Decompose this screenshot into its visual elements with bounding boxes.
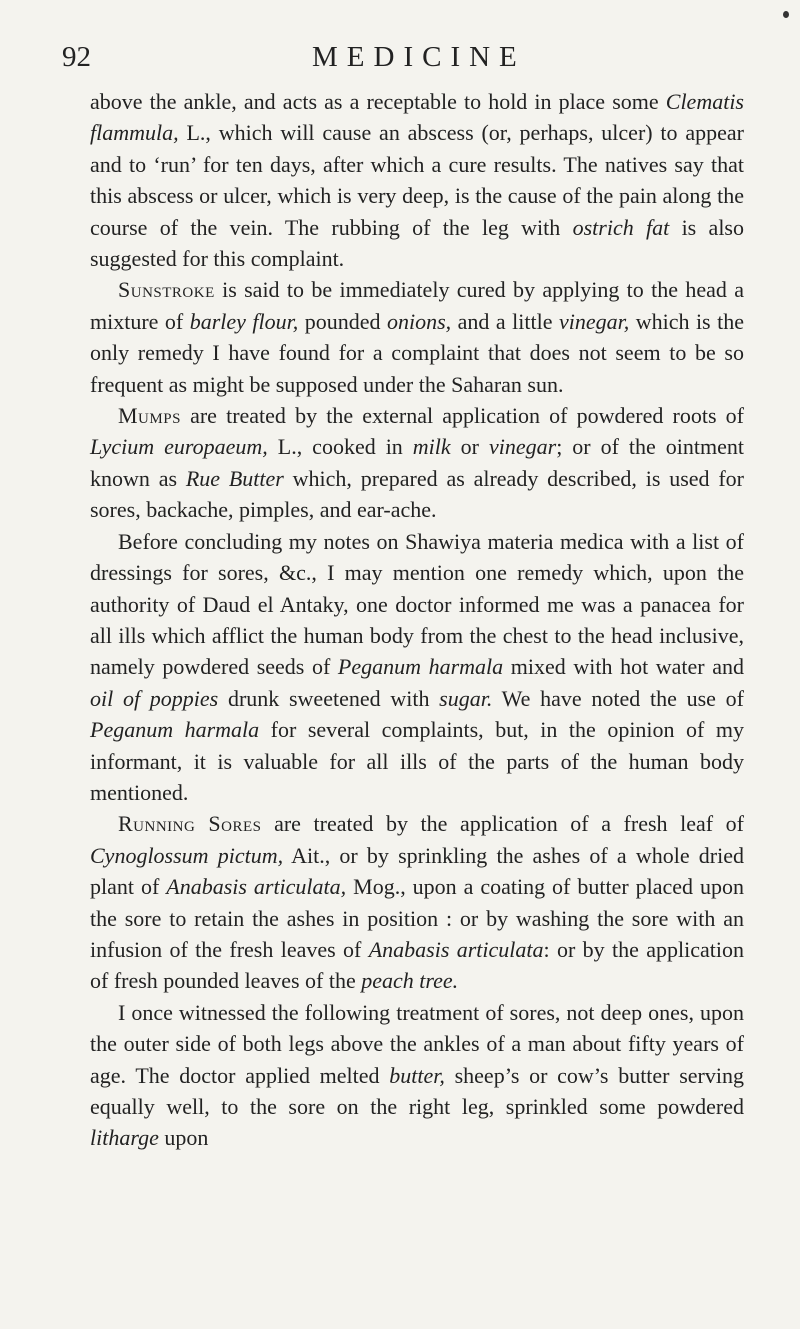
ingredient-name: vinegar,	[558, 308, 630, 334]
species-name: Clematis flammula,	[90, 89, 744, 146]
paragraph-running-sores: Running Sores are treated by the application of a fresh leaf of Cynoglossum pictum, Ait., or by sprinkling the ashes of a whole dried plant of Anabasis articulata, Mog., upon a coating of butter placed upon the sore to retain the ashes in position : or by washing the sore with an infusion of the fresh leaves of Anabasis articulata: or by the application of fresh pounded leaves of the peach tree.	[90, 811, 745, 994]
page-mark-dot	[783, 11, 789, 18]
page-header	[0, 37, 800, 77]
ingredient-name: barley flour,	[189, 308, 299, 334]
species-name: Cynoglossum pictum,	[90, 842, 284, 868]
ingredient-name: vinegar	[489, 434, 557, 460]
species-name: Lycium europaeum,	[90, 434, 268, 460]
ingredient-name: peach tree.	[361, 968, 459, 994]
ingredient-name: litharge	[90, 1125, 159, 1151]
paragraph-sunstroke: Sunstroke is said to be immediately cured by applying to the head a mixture of barley flour, pounded onions, and a little vinegar, which is the only remedy I have found for a complaint that does not seem to be so frequent as might be supposed under the Saharan sun.	[90, 277, 744, 397]
ingredient-name: sugar.	[439, 685, 493, 711]
body-text	[90, 86, 744, 1154]
species-name: Peganum harmala	[90, 717, 260, 743]
paragraph-abscess-remedy: above the ankle, and acts as a receptable to hold in place some Clematis flammula, L., which will cause an abscess (or, perhaps, ulcer) to appear and to ‘run’ for ten days, after which a cure results. The natives say that this abscess or ulcer, which is very deep, is the cause of the pain along the course of the vein. The rubbing of the leg with ostrich fat is also suggested for this complaint.	[90, 89, 744, 272]
page-number: 92	[62, 41, 91, 73]
ingredient-name: ostrich fat	[572, 214, 670, 240]
section-heading-mumps: Mumps	[118, 403, 181, 429]
ointment-name: Rue Butter	[185, 465, 284, 491]
running-head: MEDICINE	[312, 41, 526, 73]
ingredient-name: onions,	[386, 308, 452, 334]
species-name: Anabasis articulata	[368, 936, 544, 962]
ingredient-name: butter,	[389, 1062, 445, 1088]
paragraph-mumps: Mumps are treated by the external application of powdered roots of Lycium europaeum, L., cooked in milk or vinegar; or of the ointment known as Rue Butter which, prepared as already described, is used for sores, backache, pimples, and ear-ache.	[90, 403, 745, 523]
paragraph-sore-treatment: I once witnessed the following treatment of sores, not deep ones, upon the outer side of both legs above the ankles of a man about fifty years of age. The doctor applied melted butter, sheep’s or cow’s butter serving equally well, to the sore on the right leg, sprinkled some powdered litharge upon	[90, 999, 744, 1151]
ingredient-name: oil of poppies	[90, 685, 219, 711]
species-name: Anabasis articulata,	[166, 874, 347, 900]
paragraph-panacea: Before concluding my notes on Shawiya materia medica with a list of dressings for sores, &c., I may mention one remedy which, upon the authority of Daud el Antaky, one doctor informed me was a panacea for all ills which afflict the human body from the chest to the head inclusive, namely powdered seeds of Peganum harmala mixed with hot water and oil of poppies drunk sweetened with sugar. We have noted the use of Peganum harmala for several complaints, but, in the opinion of my informant, it is valuable for all ills of the parts of the human body mentioned.	[90, 528, 744, 805]
ingredient-name: milk	[412, 434, 451, 460]
section-heading-sunstroke: Sunstroke	[118, 277, 215, 303]
section-heading-running-sores: Running Sores	[118, 811, 262, 837]
species-name: Peganum harmala	[337, 654, 504, 680]
